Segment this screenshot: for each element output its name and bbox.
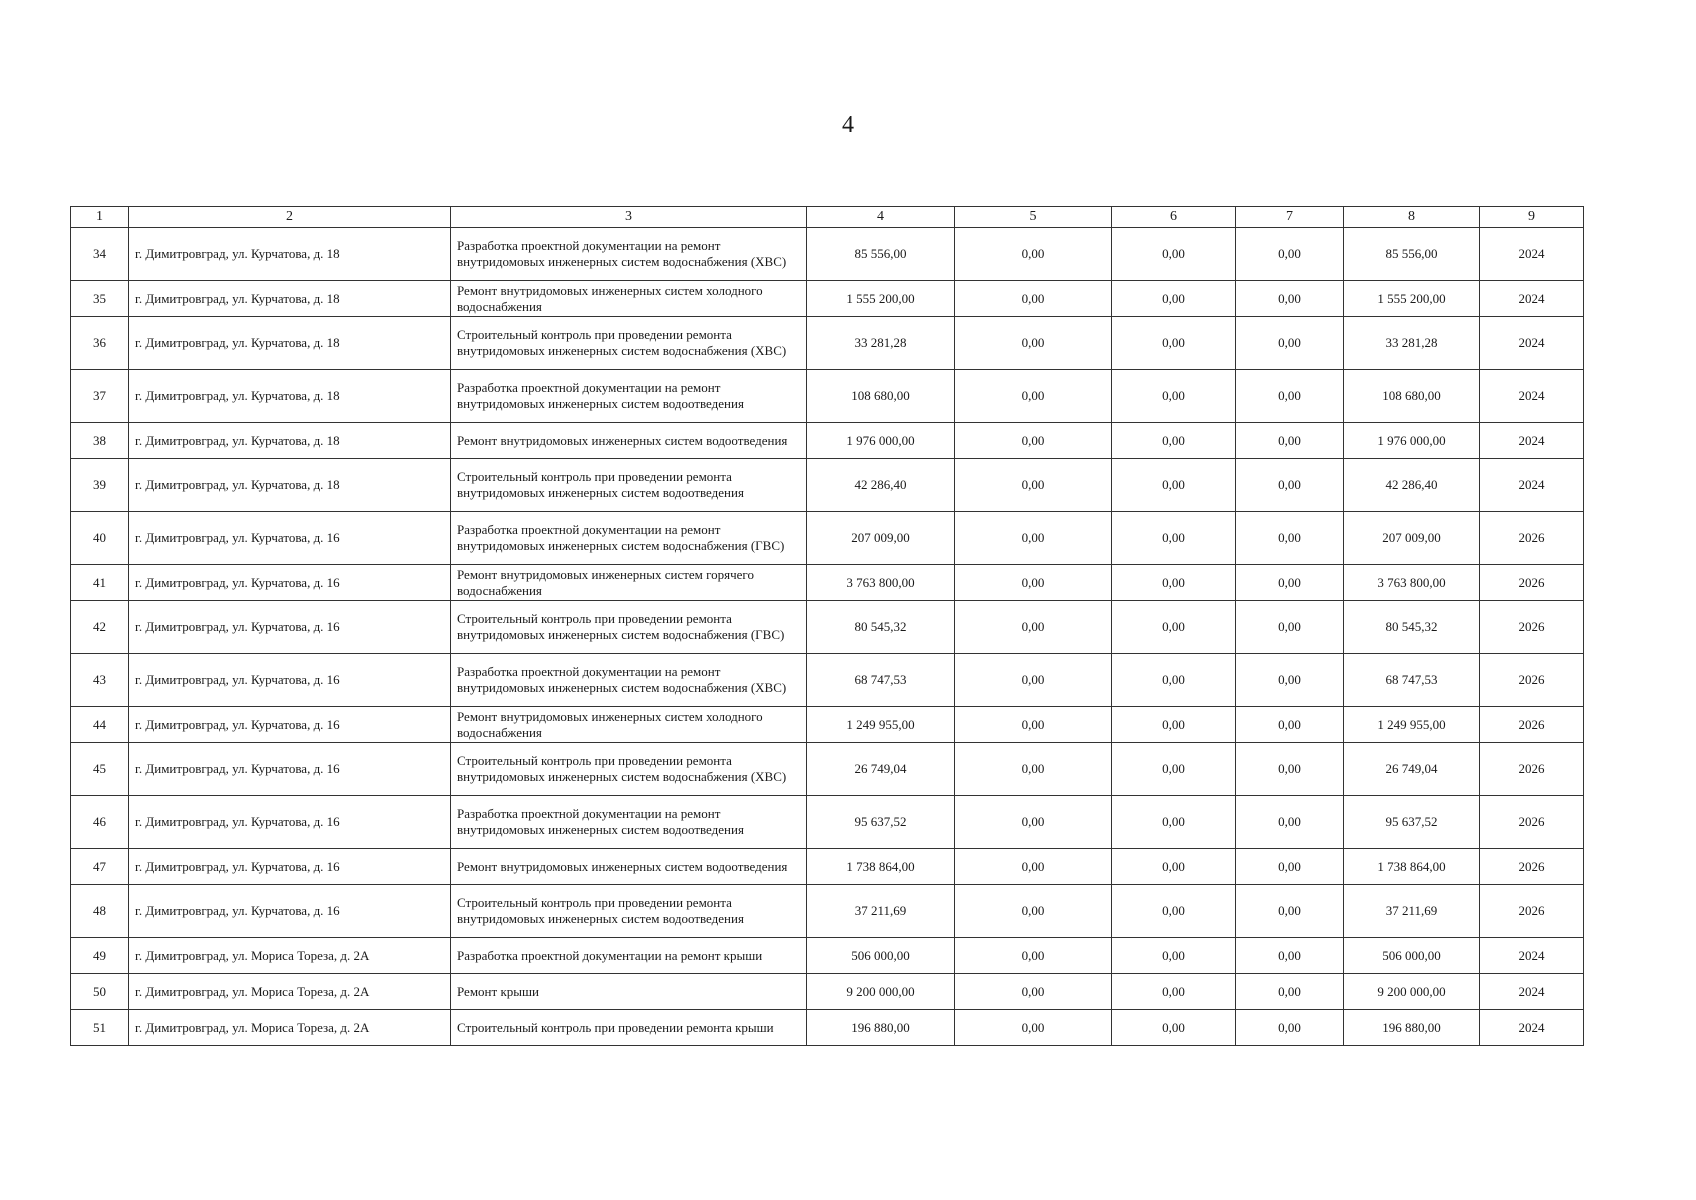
total-cost-cell: 9 200 000,00 (807, 974, 955, 1010)
work-description-cell: Разработка проектной документации на ремонт внутридомовых инженерных систем водоснабжения (ХВС) (451, 654, 807, 707)
row-number: 47 (71, 849, 129, 885)
work-description-cell: Ремонт внутридомовых инженерных систем холодного водоснабжения (451, 707, 807, 743)
work-description-cell: Разработка проектной документации на ремонт внутридомовых инженерных систем водоснабжения (ГВС) (451, 512, 807, 565)
address-cell: г. Димитровград, ул. Мориса Тореза, д. 2А (129, 938, 451, 974)
total-cost-cell: 1 976 000,00 (807, 423, 955, 459)
address-cell: г. Димитровград, ул. Курчатова, д. 16 (129, 849, 451, 885)
column-8-cell: 37 211,69 (1344, 885, 1480, 938)
column-5-cell: 0,00 (955, 317, 1112, 370)
total-cost-cell: 33 281,28 (807, 317, 955, 370)
row-number: 37 (71, 370, 129, 423)
address-cell: г. Димитровград, ул. Мориса Тореза, д. 2А (129, 1010, 451, 1046)
row-number: 40 (71, 512, 129, 565)
table-row (71, 743, 1584, 796)
address-cell: г. Димитровград, ул. Курчатова, д. 16 (129, 796, 451, 849)
year-cell: 2024 (1480, 459, 1584, 512)
year-cell: 2026 (1480, 743, 1584, 796)
total-cost-cell: 68 747,53 (807, 654, 955, 707)
table-row (71, 512, 1584, 565)
work-description-cell: Ремонт внутридомовых инженерных систем водоотведения (451, 423, 807, 459)
address-cell: г. Димитровград, ул. Курчатова, д. 16 (129, 743, 451, 796)
column-7-cell: 0,00 (1236, 885, 1344, 938)
column-7-cell: 0,00 (1236, 1010, 1344, 1046)
column-8-cell: 85 556,00 (1344, 228, 1480, 281)
row-number: 44 (71, 707, 129, 743)
column-5-cell: 0,00 (955, 601, 1112, 654)
column-8-cell: 80 545,32 (1344, 601, 1480, 654)
column-5-cell: 0,00 (955, 228, 1112, 281)
total-cost-cell: 26 749,04 (807, 743, 955, 796)
work-description-cell: Ремонт внутридомовых инженерных систем горячего водоснабжения (451, 565, 807, 601)
work-description-cell: Строительный контроль при проведении ремонта крыши (451, 1010, 807, 1046)
work-description-cell: Ремонт крыши (451, 974, 807, 1010)
column-5-cell: 0,00 (955, 707, 1112, 743)
column-6-cell: 0,00 (1112, 228, 1236, 281)
column-8-cell: 1 249 955,00 (1344, 707, 1480, 743)
address-cell: г. Димитровград, ул. Курчатова, д. 18 (129, 370, 451, 423)
column-5-cell: 0,00 (955, 849, 1112, 885)
work-description-cell: Строительный контроль при проведении ремонта внутридомовых инженерных систем водоотведения (451, 885, 807, 938)
year-cell: 2026 (1480, 885, 1584, 938)
column-5-cell: 0,00 (955, 423, 1112, 459)
column-5-cell: 0,00 (955, 281, 1112, 317)
column-7-cell: 0,00 (1236, 228, 1344, 281)
table-row (71, 423, 1584, 459)
repair-schedule-table (70, 206, 1584, 1046)
column-8-cell: 207 009,00 (1344, 512, 1480, 565)
column-6-cell: 0,00 (1112, 423, 1236, 459)
column-5-cell: 0,00 (955, 370, 1112, 423)
column-7-cell: 0,00 (1236, 707, 1344, 743)
total-cost-cell: 42 286,40 (807, 459, 955, 512)
year-cell: 2026 (1480, 849, 1584, 885)
column-6-cell: 0,00 (1112, 512, 1236, 565)
column-6-cell: 0,00 (1112, 849, 1236, 885)
column-5-cell: 0,00 (955, 654, 1112, 707)
year-cell: 2024 (1480, 974, 1584, 1010)
work-description-cell: Разработка проектной документации на ремонт крыши (451, 938, 807, 974)
header-cell: 6 (1112, 207, 1236, 228)
header-cell: 5 (955, 207, 1112, 228)
table-row (71, 654, 1584, 707)
column-6-cell: 0,00 (1112, 796, 1236, 849)
year-cell: 2024 (1480, 423, 1584, 459)
table-row (71, 938, 1584, 974)
table-row (71, 1010, 1584, 1046)
table-body (71, 228, 1584, 1046)
header-cell: 4 (807, 207, 955, 228)
total-cost-cell: 3 763 800,00 (807, 565, 955, 601)
table-row (71, 601, 1584, 654)
column-8-cell: 42 286,40 (1344, 459, 1480, 512)
column-7-cell: 0,00 (1236, 654, 1344, 707)
column-6-cell: 0,00 (1112, 938, 1236, 974)
column-7-cell: 0,00 (1236, 370, 1344, 423)
table-row (71, 370, 1584, 423)
work-description-cell: Разработка проектной документации на ремонт внутридомовых инженерных систем водоотведения (451, 796, 807, 849)
row-number: 49 (71, 938, 129, 974)
header-cell: 8 (1344, 207, 1480, 228)
total-cost-cell: 108 680,00 (807, 370, 955, 423)
row-number: 46 (71, 796, 129, 849)
total-cost-cell: 85 556,00 (807, 228, 955, 281)
address-cell: г. Димитровград, ул. Курчатова, д. 16 (129, 654, 451, 707)
column-6-cell: 0,00 (1112, 974, 1236, 1010)
column-5-cell: 0,00 (955, 512, 1112, 565)
work-description-cell: Строительный контроль при проведении ремонта внутридомовых инженерных систем водоотведения (451, 459, 807, 512)
year-cell: 2026 (1480, 565, 1584, 601)
column-8-cell: 9 200 000,00 (1344, 974, 1480, 1010)
column-7-cell: 0,00 (1236, 512, 1344, 565)
total-cost-cell: 506 000,00 (807, 938, 955, 974)
page-number: 4 (842, 112, 854, 138)
year-cell: 2026 (1480, 654, 1584, 707)
column-8-cell: 68 747,53 (1344, 654, 1480, 707)
total-cost-cell: 196 880,00 (807, 1010, 955, 1046)
work-description-cell: Ремонт внутридомовых инженерных систем водоотведения (451, 849, 807, 885)
year-cell: 2024 (1480, 938, 1584, 974)
address-cell: г. Димитровград, ул. Курчатова, д. 18 (129, 459, 451, 512)
header-cell: 7 (1236, 207, 1344, 228)
column-6-cell: 0,00 (1112, 565, 1236, 601)
row-number: 51 (71, 1010, 129, 1046)
total-cost-cell: 1 249 955,00 (807, 707, 955, 743)
year-cell: 2024 (1480, 281, 1584, 317)
column-5-cell: 0,00 (955, 885, 1112, 938)
year-cell: 2024 (1480, 370, 1584, 423)
address-cell: г. Димитровград, ул. Курчатова, д. 18 (129, 228, 451, 281)
column-7-cell: 0,00 (1236, 317, 1344, 370)
column-6-cell: 0,00 (1112, 707, 1236, 743)
address-cell: г. Димитровград, ул. Курчатова, д. 18 (129, 423, 451, 459)
column-5-cell: 0,00 (955, 1010, 1112, 1046)
column-6-cell: 0,00 (1112, 1010, 1236, 1046)
column-7-cell: 0,00 (1236, 796, 1344, 849)
year-cell: 2026 (1480, 601, 1584, 654)
address-cell: г. Димитровград, ул. Курчатова, д. 18 (129, 317, 451, 370)
column-6-cell: 0,00 (1112, 601, 1236, 654)
column-7-cell: 0,00 (1236, 423, 1344, 459)
row-number: 48 (71, 885, 129, 938)
column-5-cell: 0,00 (955, 743, 1112, 796)
column-6-cell: 0,00 (1112, 317, 1236, 370)
row-number: 35 (71, 281, 129, 317)
column-8-cell: 95 637,52 (1344, 796, 1480, 849)
column-7-cell: 0,00 (1236, 601, 1344, 654)
table-row (71, 281, 1584, 317)
table-row (71, 459, 1584, 512)
work-description-cell: Строительный контроль при проведении ремонта внутридомовых инженерных систем водоснабжения (ГВС) (451, 601, 807, 654)
work-description-cell: Ремонт внутридомовых инженерных систем холодного водоснабжения (451, 281, 807, 317)
table-row (71, 885, 1584, 938)
address-cell: г. Димитровград, ул. Курчатова, д. 16 (129, 565, 451, 601)
year-cell: 2024 (1480, 228, 1584, 281)
row-number: 36 (71, 317, 129, 370)
address-cell: г. Димитровград, ул. Мориса Тореза, д. 2А (129, 974, 451, 1010)
column-5-cell: 0,00 (955, 938, 1112, 974)
column-8-cell: 506 000,00 (1344, 938, 1480, 974)
table-row (71, 565, 1584, 601)
year-cell: 2026 (1480, 796, 1584, 849)
column-8-cell: 33 281,28 (1344, 317, 1480, 370)
column-7-cell: 0,00 (1236, 849, 1344, 885)
address-cell: г. Димитровград, ул. Курчатова, д. 16 (129, 885, 451, 938)
row-number: 34 (71, 228, 129, 281)
total-cost-cell: 80 545,32 (807, 601, 955, 654)
column-6-cell: 0,00 (1112, 459, 1236, 512)
row-number: 41 (71, 565, 129, 601)
column-6-cell: 0,00 (1112, 885, 1236, 938)
column-6-cell: 0,00 (1112, 743, 1236, 796)
row-number: 50 (71, 974, 129, 1010)
column-8-cell: 1 738 864,00 (1344, 849, 1480, 885)
header-cell: 2 (129, 207, 451, 228)
table-row (71, 317, 1584, 370)
column-6-cell: 0,00 (1112, 281, 1236, 317)
table-row (71, 849, 1584, 885)
column-5-cell: 0,00 (955, 796, 1112, 849)
year-cell: 2024 (1480, 317, 1584, 370)
total-cost-cell: 1 738 864,00 (807, 849, 955, 885)
column-5-cell: 0,00 (955, 459, 1112, 512)
column-6-cell: 0,00 (1112, 654, 1236, 707)
address-cell: г. Димитровград, ул. Курчатова, д. 18 (129, 281, 451, 317)
column-5-cell: 0,00 (955, 974, 1112, 1010)
table-row (71, 974, 1584, 1010)
column-7-cell: 0,00 (1236, 281, 1344, 317)
year-cell: 2024 (1480, 1010, 1584, 1046)
header-cell: 3 (451, 207, 807, 228)
column-7-cell: 0,00 (1236, 459, 1344, 512)
column-5-cell: 0,00 (955, 565, 1112, 601)
row-number: 38 (71, 423, 129, 459)
total-cost-cell: 1 555 200,00 (807, 281, 955, 317)
work-description-cell: Разработка проектной документации на ремонт внутридомовых инженерных систем водоотведения (451, 370, 807, 423)
work-description-cell: Строительный контроль при проведении ремонта внутридомовых инженерных систем водоснабжения (ХВС) (451, 743, 807, 796)
total-cost-cell: 207 009,00 (807, 512, 955, 565)
column-7-cell: 0,00 (1236, 565, 1344, 601)
column-8-cell: 196 880,00 (1344, 1010, 1480, 1046)
row-number: 42 (71, 601, 129, 654)
column-8-cell: 26 749,04 (1344, 743, 1480, 796)
address-cell: г. Димитровград, ул. Курчатова, д. 16 (129, 707, 451, 743)
total-cost-cell: 95 637,52 (807, 796, 955, 849)
column-7-cell: 0,00 (1236, 743, 1344, 796)
column-8-cell: 3 763 800,00 (1344, 565, 1480, 601)
column-7-cell: 0,00 (1236, 974, 1344, 1010)
work-description-cell: Разработка проектной документации на ремонт внутридомовых инженерных систем водоснабжения (ХВС) (451, 228, 807, 281)
table-row (71, 228, 1584, 281)
year-cell: 2026 (1480, 707, 1584, 743)
table-row (71, 796, 1584, 849)
address-cell: г. Димитровград, ул. Курчатова, д. 16 (129, 512, 451, 565)
column-7-cell: 0,00 (1236, 938, 1344, 974)
header-row (71, 207, 1584, 228)
row-number: 39 (71, 459, 129, 512)
work-description-cell: Строительный контроль при проведении ремонта внутридомовых инженерных систем водоснабжения (ХВС) (451, 317, 807, 370)
column-8-cell: 1 976 000,00 (1344, 423, 1480, 459)
row-number: 43 (71, 654, 129, 707)
row-number: 45 (71, 743, 129, 796)
address-cell: г. Димитровград, ул. Курчатова, д. 16 (129, 601, 451, 654)
header-cell: 9 (1480, 207, 1584, 228)
table-row (71, 707, 1584, 743)
column-6-cell: 0,00 (1112, 370, 1236, 423)
year-cell: 2026 (1480, 512, 1584, 565)
column-8-cell: 1 555 200,00 (1344, 281, 1480, 317)
column-8-cell: 108 680,00 (1344, 370, 1480, 423)
header-cell: 1 (71, 207, 129, 228)
total-cost-cell: 37 211,69 (807, 885, 955, 938)
